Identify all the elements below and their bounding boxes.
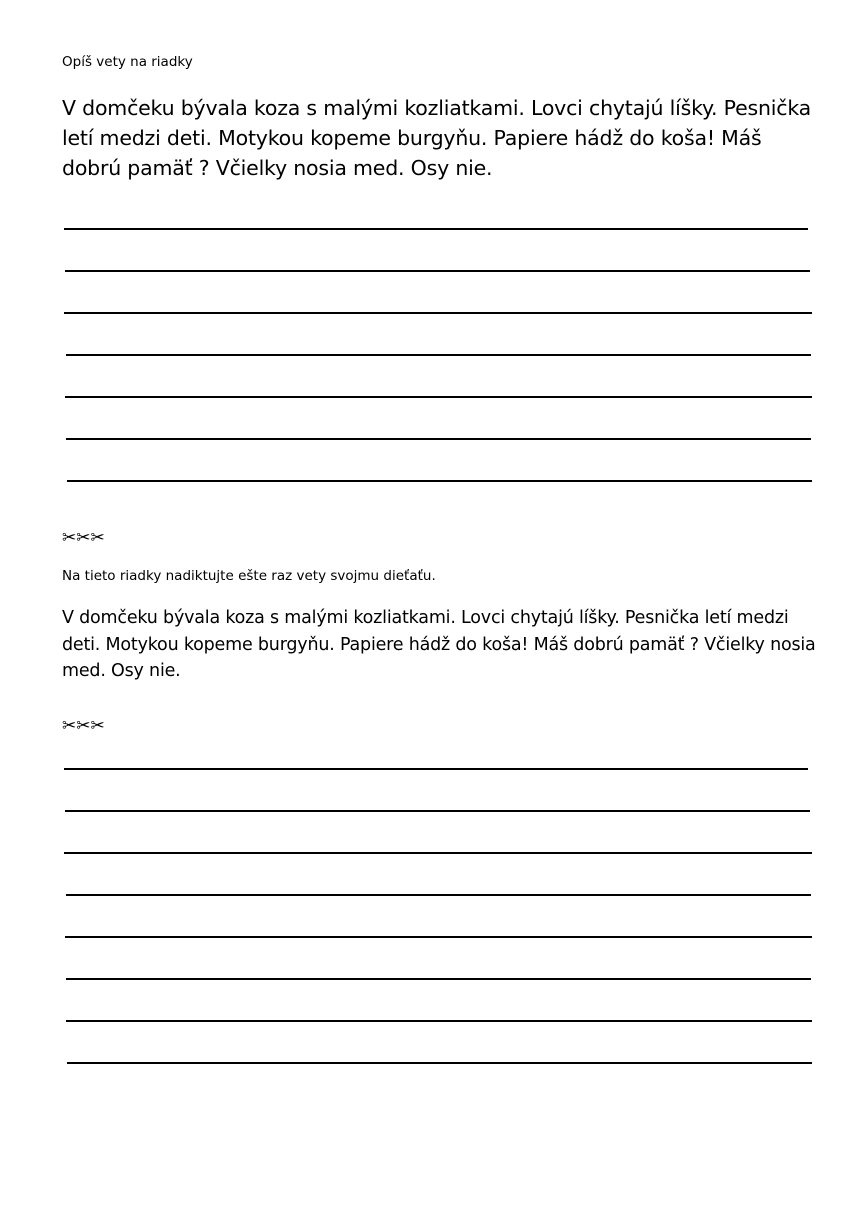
writing-line[interactable] <box>64 768 808 770</box>
writing-line[interactable] <box>65 270 810 272</box>
writing-line[interactable] <box>66 894 811 896</box>
copy-instruction: Opíš vety na riadky <box>62 54 193 70</box>
writing-line[interactable] <box>67 1062 812 1064</box>
dictation-instruction: Na tieto riadky nadiktujte ešte raz vety svojmu dieťaťu. <box>62 568 436 584</box>
writing-line[interactable] <box>64 228 808 230</box>
dictation-passage: V domčeku bývala koza s malými kozliatkami. Lovci chytajú líšky. Pesnička letí medzi deti. Motykou kopeme burgyňu. Papiere hádž do koša! Máš dobrú pamäť ? Včielky nosia med. Osy nie. <box>62 608 816 681</box>
writing-line[interactable] <box>64 312 812 314</box>
writing-line[interactable] <box>65 396 812 398</box>
scissors-icon: ✂✂✂ <box>62 716 105 736</box>
writing-line[interactable] <box>67 480 812 482</box>
writing-line[interactable] <box>65 936 812 938</box>
writing-line[interactable] <box>66 438 811 440</box>
writing-line[interactable] <box>65 810 810 812</box>
copy-passage: V domčeku bývala koza s malými kozliatkami. Lovci chytajú líšky. Pesnička letí medzi deti. Motykou kopeme burgyňu. Papiere hádž do koša! Máš dobrú pamäť ? Včielky nosia med. Osy nie. <box>62 96 812 180</box>
writing-line[interactable] <box>66 978 811 980</box>
writing-line[interactable] <box>66 1020 812 1022</box>
writing-line[interactable] <box>66 354 811 356</box>
scissors-icon: ✂✂✂ <box>62 528 105 548</box>
writing-line[interactable] <box>64 852 812 854</box>
